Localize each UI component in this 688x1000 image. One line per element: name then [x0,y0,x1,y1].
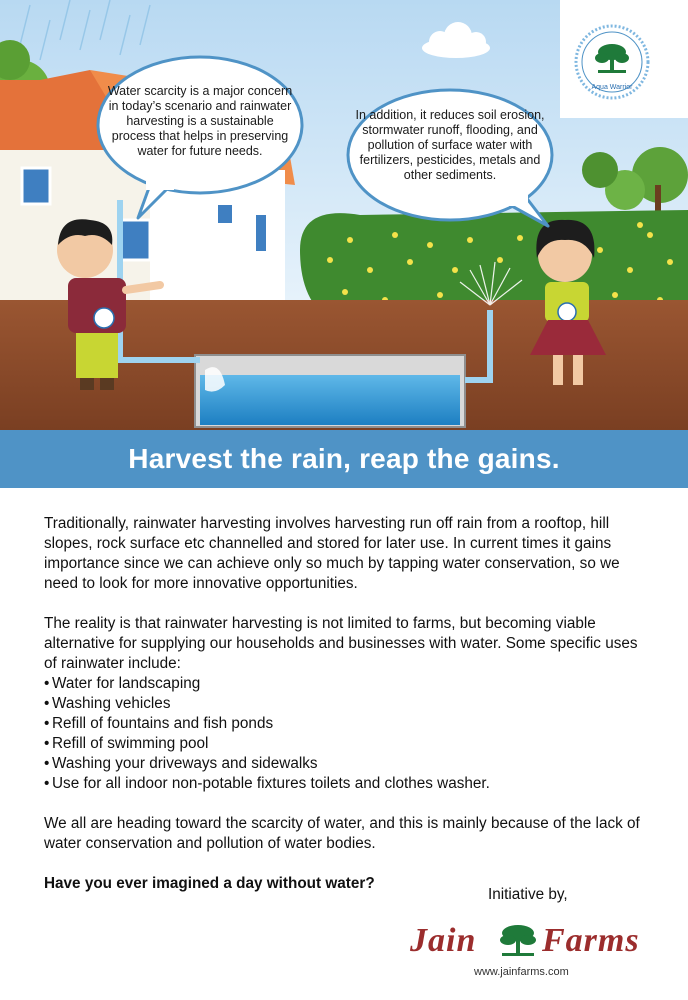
list-item: • Refill of swimming pool [44,735,209,752]
banner-title: Harvest the rain, reap the gains. [128,443,560,474]
badge-label: Aqua Warrior [591,84,633,91]
initiative-label: Initiative by, [488,886,568,903]
website-link[interactable]: www.jainfarms.com [474,966,569,978]
list-item: • Use for all indoor non-potable fixtures toilets and clothes washer. [44,775,490,792]
list-item: • Water for landscaping [44,675,201,692]
speech-bubble-left-text: Water scarcity is a major concern in today’s scenario and rainwater harvesting is a sustainable process that helps in preserving water for future needs. [107,84,293,158]
paragraph-uses-intro: The reality is that rainwater harvesting is not limited to farms, but becoming viable alternative for supplying our households and businesses with water. Some specific uses of rainwater include: [44,615,638,672]
list-item: • Refill of fountains and fish ponds [44,715,274,732]
logo-word-jain: Jain [410,922,477,959]
water-tank [195,355,465,427]
banner [0,430,688,488]
aqua-warrior-badge [560,0,688,118]
paragraph-intro: Traditionally, rainwater harvesting involves harvesting run off rain from a rooftop, hill slopes, rock surface etc channelled and stored for later use. In current times it gains importance since we can achieve only so much by tapping water conservation, so we need to look for more innovative opportunities. [44,515,620,592]
logo-tree-icon [498,920,538,960]
uses-list [44,674,654,794]
rainwater-harvesting-illustration [0,0,688,430]
list-item: • Washing your driveways and sidewalks [44,755,318,772]
closing-question: Have you ever imagined a day without water? [44,875,375,892]
article-body [44,514,654,894]
speech-bubble-right-text: In addition, it reduces soil erosion, stormwater runoff, flooding, and pollution of surface water with fertilizers, pesticides, metals and other sediments. [355,108,545,182]
logo-word-farms: Farms [542,922,640,959]
list-item: • Washing vehicles [44,695,171,712]
paragraph-scarcity: We all are heading toward the scarcity of water, and this is mainly because of the lack of water conservation and pollution of water bodies. [44,815,640,852]
jain-farms-logo [410,918,660,968]
